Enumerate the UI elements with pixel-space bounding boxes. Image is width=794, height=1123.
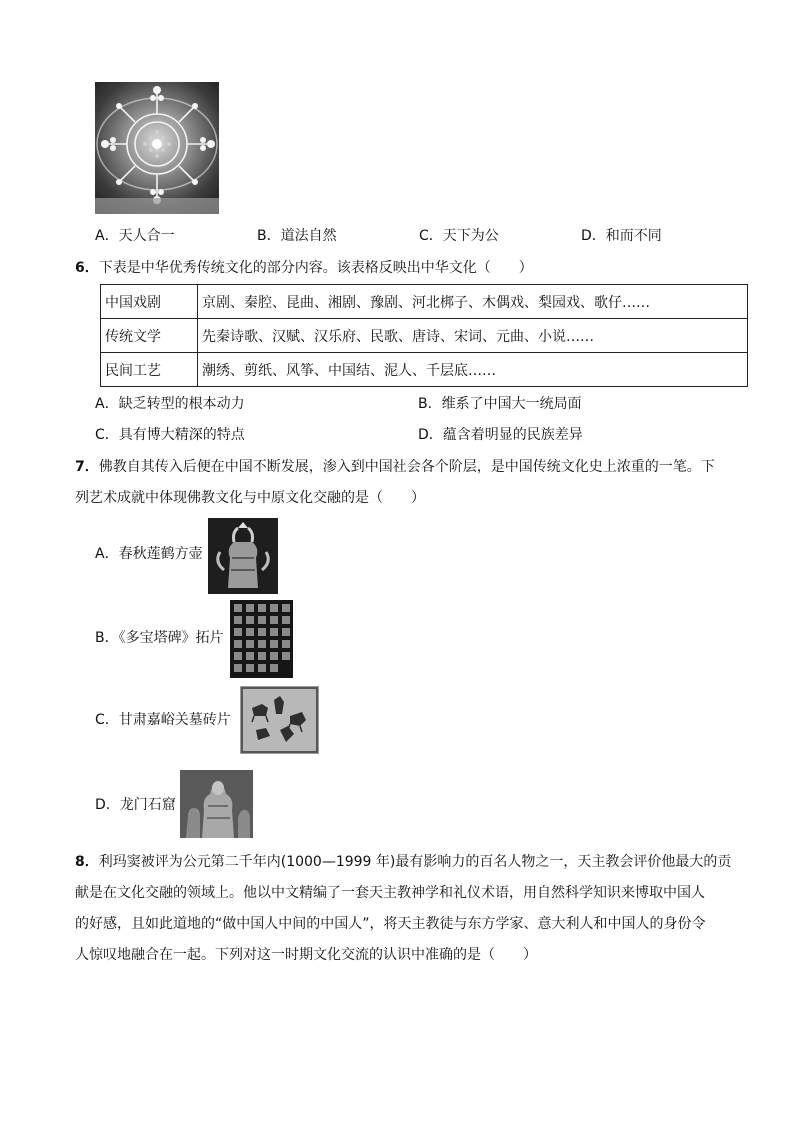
- question-8-line4: [75, 945, 537, 965]
- option-c[interactable]: [419, 226, 499, 246]
- option-b[interactable]: [418, 394, 582, 414]
- culture-table: [100, 284, 748, 387]
- longmen-grottoes-image: [180, 770, 253, 838]
- question-number: 7．: [75, 459, 99, 475]
- table-cell-category: 中国戏剧: [101, 285, 198, 319]
- question-8-line2: [75, 883, 705, 903]
- stele-rubbing-image: [230, 600, 293, 678]
- option-d[interactable]: [581, 226, 662, 246]
- option-text: 《多宝塔碑》拓片: [118, 630, 224, 646]
- question-text: 的好感，且如此道地的“做中国人中间的中国人”，将天主教徒与东方学家、意大利人和中国人的身份令: [75, 916, 706, 932]
- question-number: 6．: [75, 260, 99, 276]
- question-7-stem-line2: [75, 488, 425, 508]
- option-text: 缺乏转型的根本动力: [118, 396, 245, 412]
- option-text: 天人合一: [118, 228, 175, 244]
- option-c[interactable]: [95, 710, 231, 730]
- question-number: 8．: [75, 854, 99, 870]
- table-cell-content: 潮绣、剪纸、风筝、中国结、泥人、千层底……: [198, 353, 748, 387]
- question-7-stem-line1: [75, 457, 715, 477]
- question-6-stem: [75, 258, 533, 278]
- question-text: 献是在文化交融的领域上。他以中文精编了一套天主教神学和礼仪术语，用自然科学知识来博取中国人: [75, 885, 705, 901]
- option-a[interactable]: [95, 394, 245, 414]
- option-letter: A．: [95, 396, 119, 412]
- option-a[interactable]: [95, 544, 203, 564]
- option-letter: D．: [418, 427, 443, 443]
- table-cell-category: 民间工艺: [101, 353, 198, 387]
- option-text: 蕴含着明显的民族差异: [442, 427, 583, 443]
- option-letter: D．: [581, 228, 606, 244]
- option-b[interactable]: [257, 226, 337, 246]
- table-row: [101, 319, 748, 353]
- option-d[interactable]: [95, 795, 176, 815]
- option-text: 道法自然: [280, 228, 337, 244]
- table-cell-content: 京剧、秦腔、昆曲、湘剧、豫剧、河北梆子、木偶戏、梨园戏、歌仔……: [198, 285, 748, 319]
- question-8-line3: [75, 914, 706, 934]
- option-text: 具有博大精深的特点: [118, 427, 245, 443]
- option-letter: B．: [95, 630, 119, 646]
- option-a[interactable]: [95, 226, 175, 246]
- option-letter: B．: [418, 396, 442, 412]
- option-letter: A．: [95, 546, 119, 562]
- question-text: 列艺术成就中体现佛教文化与中原文化交融的是（ ）: [75, 490, 425, 506]
- option-letter: D．: [95, 797, 120, 813]
- option-text: 甘肃嘉峪关墓砖片: [118, 712, 231, 728]
- question-text: 人惊叹地融合在一起。下列对这一时期文化交流的认识中准确的是（ ）: [75, 947, 537, 963]
- option-text: 龙门石窟: [119, 797, 176, 813]
- option-letter: B．: [257, 228, 281, 244]
- question-5-image: [95, 82, 219, 214]
- option-text: 天下为公: [442, 228, 499, 244]
- table-row: [101, 285, 748, 319]
- question-text: 利玛窦被评为公元第二千年内(1000—1999 年)最有影响力的百名人物之一，天主教会评价他最大的贡: [98, 854, 732, 870]
- table-row: [101, 353, 748, 387]
- table-cell-content: 先秦诗歌、汉赋、汉乐府、民歌、唐诗、宋词、元曲、小说……: [198, 319, 748, 353]
- tomb-brick-image: [240, 686, 319, 754]
- question-text: 下表是中华优秀传统文化的部分内容。该表格反映出中华文化（ ）: [98, 260, 533, 276]
- option-text: 维系了中国大一统局面: [441, 396, 582, 412]
- option-letter: A．: [95, 228, 119, 244]
- option-letter: C．: [95, 712, 119, 728]
- option-letter: C．: [419, 228, 443, 244]
- option-letter: C．: [95, 427, 119, 443]
- option-d[interactable]: [418, 425, 583, 445]
- question-8-line1: [75, 852, 731, 872]
- table-cell-category: 传统文学: [101, 319, 198, 353]
- option-text: 春秋莲鹤方壶: [118, 546, 203, 562]
- option-b[interactable]: [95, 628, 224, 648]
- option-text: 和而不同: [605, 228, 662, 244]
- question-text: 佛教自其传入后便在中国不断发展，渗入到中国社会各个阶层，是中国传统文化史上浓重的一笔。下: [98, 459, 715, 475]
- bronze-vessel-image: [208, 518, 278, 594]
- option-c[interactable]: [95, 425, 245, 445]
